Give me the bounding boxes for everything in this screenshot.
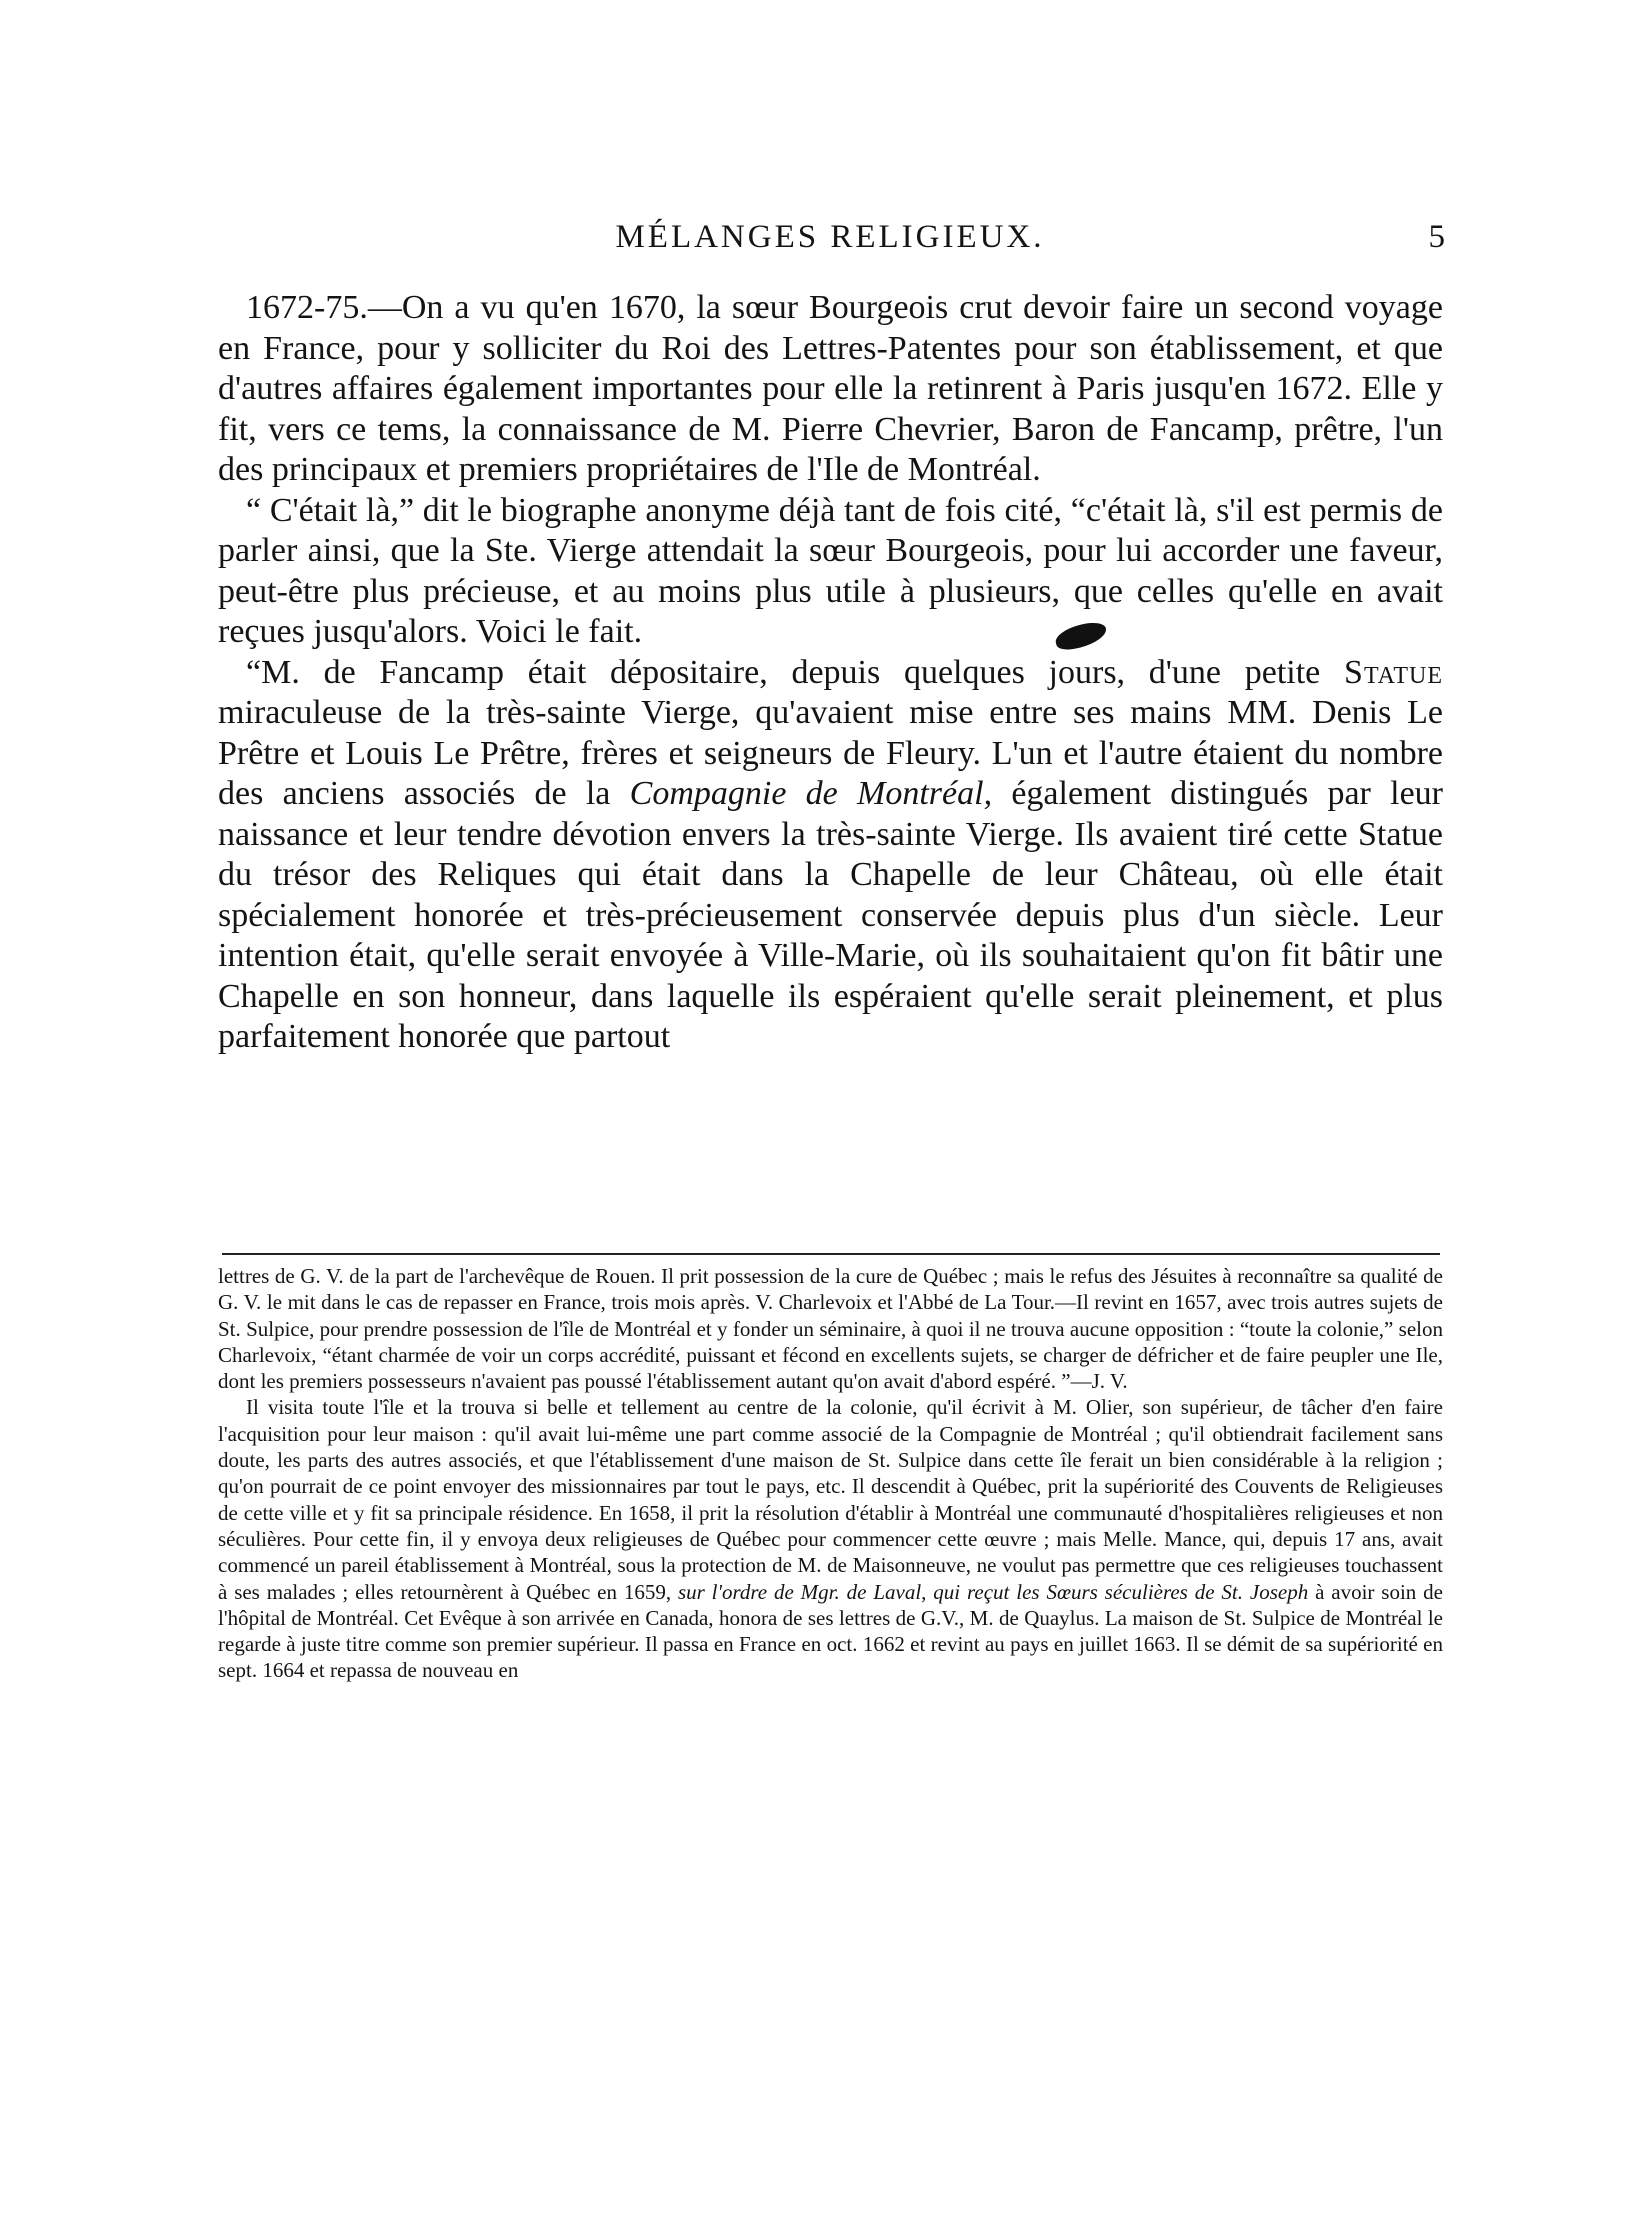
footnotes [218,1263,1443,1684]
page-number: 5 [1428,219,1445,255]
running-head [215,212,1445,262]
company-name: Compagnie de Montréal, [629,775,993,812]
paragraph-1672-75: 1672-75.—On a vu qu'en 1670, la sœur Bourgeois crut devoir faire un second voyage en France, pour y solliciter du Roi des Lettres-Patentes pour son établissement, et que d'autres affaires également importantes pour elle la retinrent à Paris jusqu'en 1672. Elle y fit, vers ce tems, la connaissance de M. Pierre Chevrier, Baron de Fancamp, prêtre, l'un des principaux et premiers propriétaires de l'Ile de Montréal. [218,289,1443,488]
footnote-paragraph [218,1394,1443,1683]
footnote-paragraph-start: Il visita toute l'île et la trouva si belle et tellement au centre de la colonie, qu'il écrivit à M. Olier, son supérieur, de tâcher d'en faire l'acquisition pour leur maison : qu'il avait lui-même une part comme associé de la Compagnie de Montréal ; qu'il obtiendrait facilement sans doute, les parts des autres associés, et que l'établissement d'une maison de St. Sulpice dans cette île ferait un bien considérable à la religion ; qu'on pourrait de ce point envoyer des missionnaires par tout le pays, etc. Il descendit à Québec, prit la supériorité des Couvents de Religieuses de cette ville et y fit sa principale résidence. En 1658, il prit la résolution d'établir à Montréal une communauté d'hospitalières religieuses et non séculières. Pour cette fin, il y envoya deux religieuses de Québec pour commencer cette œuvre ; mais Melle. Mance, qui, depuis 17 ans, avait commencé un pareil établissement à Montréal, sous la protection de M. de Maisonneuve, ne voulut pas permettre que ces religieuses touchassent à ses malades ; elles retournèrent à Québec en 1659, [218,1395,1443,1604]
paragraph-quote-intro: “ C'était là,” dit le biographe anonyme déjà tant de fois cité, “c'était là, s'il est permis de parler ainsi, que la Ste. Vierge attendait la sœur Bourgeois, pour lui accorder une faveur, peut-être plus précieuse, et au moins plus utile à plusieurs, que celles qu'elle en avait reçues jusqu'alors. Voici le fait. [218,491,1443,650]
footnote-continuation: lettres de G. V. de la part de l'archevêque de Rouen. Il prit possession de la cure de Québec ; mais le refus des Jésuites à reconnaître sa qualité de G. V. le mit dans le cas de repasser en France, trois mois après. V. Charlevoix et l'Abbé de La Tour.—Il revint en 1657, avec trois autres sujets de St. Sulpice, pour prendre possession de l'île de Montréal et y fonder un séminaire, à quoi il ne trouva aucune opposition : “toute la colonie,” selon Charlevoix, “étant charmée de voir un corps accrédité, puissant et fécond en excellents sujets, se charger de défricher et de faire peupler une Ile, dont les premiers possesseurs n'avaient pas poussé l'établissement autant qu'on avait d'abord espéré. ”—J. V. [218,1264,1443,1394]
paragraph-fancamp-middle: miraculeuse de la très-sainte Vierge, qu'avaient mise entre ses mains MM. Denis Le Prêtre et Louis Le Prêtre, frères et seigneurs de Fleury. L'un et l'autre étaient du nombre des anciens associés de la [218,694,1443,812]
footnote-italic-passage: sur l'ordre de Mgr. de Laval, qui reçut les Sœurs séculières de St. Joseph [677,1579,1309,1604]
paragraph-fancamp-start: “M. de Fancamp était dépositaire, depuis quelques jours, d'une petite [246,653,1321,691]
paragraph-fancamp-end: également distingués par leur naissance et leur tendre dévotion envers la très-sainte Vierge. Ils avaient tiré cette Statue du trésor des Reliques qui était dans la Chapelle de leur Château, où elle était spécialement honorée et très-précieusement conservée depuis plus d'un siècle. Leur intention était, qu'elle serait envoyée à Ville-Marie, où ils souhaitaient qu'on fit bâtir une Chapelle en son honneur, dans laquelle ils espéraient qu'elle serait pleinement, et plus parfaitement honorée que partout [218,775,1443,1055]
running-title: MÉLANGES RELIGIEUX. [615,219,1045,255]
main-text [218,288,1443,1058]
statue-word: Statue [1344,653,1444,691]
footnote-rule [222,1253,1440,1255]
paragraph-fancamp [218,653,1443,1058]
footnote-paragraph-end: à avoir soin de l'hôpital de Montréal. Cet Evêque à son arrivée en Canada, honora de ses lettres de G.V., M. de Quaylus. La maison de St. Sulpice de Montréal le regarde à juste titre comme son premier supérieur. Il passa en France en oct. 1662 et revint au pays en juillet 1663. Il se démit de sa supériorité en sept. 1664 et repassa de nouveau en [218,1579,1443,1683]
